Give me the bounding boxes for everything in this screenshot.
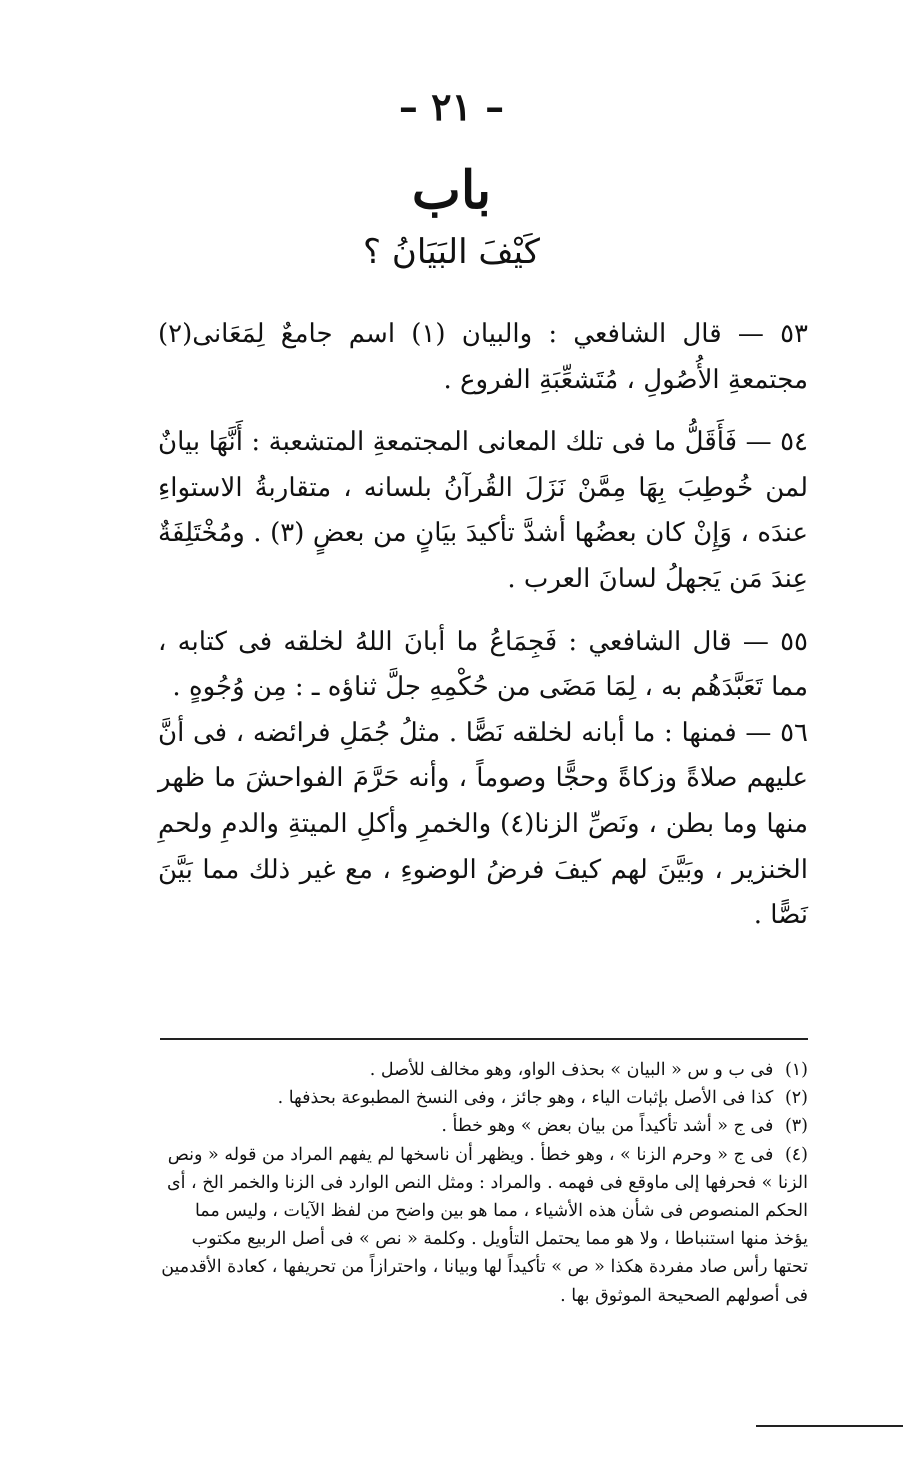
text-line: ٥٤ — فَأَقَلُّ ما فى تلك المعانى المجتمعةِ المتشعبة : أَنَّهَا بيانٌ [158, 427, 808, 458]
text-line: ٥٥ — قال الشافعي : فَجِمَاعُ ما أبانَ اللهُ لخلقه فى كتابه ، مما [158, 626, 808, 703]
footnote-separator [160, 1038, 808, 1040]
footnote-number: (٢) [784, 1088, 808, 1109]
footnote-number: (٣) [784, 1116, 808, 1137]
text-line: ٥٦ — فمنها : ما أبانه لخلقه نَصًّا . مثلُ جُمَلِ فرائضه ، فى أنَّ [158, 717, 808, 748]
paragraph-56 [158, 711, 808, 939]
text-line: وما بطن ، ونَصِّ الزنا(٤) والخمرِ وأكلِ الميتةِ والدمِ ولحمِ الخنزير ، [158, 808, 809, 885]
footnote-1 [160, 1056, 808, 1084]
footnote-3 [160, 1112, 808, 1140]
footnote-line: واحترازاً من تحريفها ، كعادة الأقدمين فى أصولهم الصحيحة الموثوق بها . [161, 1257, 808, 1306]
footnotes [160, 1056, 808, 1310]
footnote-line: الآيات ، وليس مما يؤخذ منها استنباطا ، ولا هو مما يحتمل التأويل . وكلمة « نص » [194, 1201, 808, 1250]
footnote-4 [160, 1141, 808, 1310]
paragraph-54 [158, 420, 808, 602]
footnote-line: فى ج « أشد تأكيداً من بيان بعض » وهو خطأ . [441, 1116, 774, 1137]
footnote-line: كذا فى الأصل بإثبات الياء ، وهو جائز ، وفى النسخ المطبوعة بحذفها . [277, 1088, 774, 1109]
footnote-number: (١) [784, 1060, 808, 1080]
text-line: ٥٣ — قال الشافعي : والبيان (١) اسم جامعٌ لِمَعَانى(٢) مجتمعةِ [158, 319, 808, 395]
footnote-line: فى أصل الربيع مكتوب تحتها رأس صاد مفردة هكذا « ص » تأكيداً لها وبيانا ، [191, 1229, 808, 1278]
bottom-rule [756, 1425, 903, 1427]
footnote-line: والخمر الخ ، أى الحكم المنصوص فى شأن هذه الأشياء ، مما هو بين واضح من لفظ [166, 1172, 808, 1222]
text-line: وبَيَّنَ لهم كيفَ فرضُ الوضوءِ ، مع غير ذلك مما بَيَّنَ نَصًّا . [158, 854, 808, 931]
footnote-line: « ونص الزنا » فحرفها إلى ماوقع فى فهمه . والمراد : ومثل النص الوارد فى الزنا [167, 1144, 808, 1193]
text-line: عليهم صلاةً وزكاةً وحجًّا وصوماً ، وأنه حَرَّمَ الفواحشَ ما ظهر منها [158, 763, 809, 839]
footnote-line: فى ج « وحرم الزنا » ، وهو خطأ . ويظهر أن ناسخها لم يفهم المراد من قوله [224, 1144, 774, 1165]
paragraph-55 [158, 620, 808, 711]
text-line: الأُصُولِ ، مُتَشعِّبَةِ الفروع . [443, 364, 720, 395]
text-line: لمن خُوطِبَ بِهَا مِمَّنْ نَزَلَ القُرآنُ بلسانه ، متقاربةُ الاستواءِ عندَه ، [158, 472, 808, 549]
text-line: وَإِنْ كان بعضُها أشدَّ تأكيدَ بيَانٍ من بعضٍ (٣) . ومُخْتَلِفَةٌ عِندَ مَن [158, 518, 808, 594]
chapter-subtitle: كَيْفَ البَيَانُ ؟ [363, 232, 540, 272]
page-number: – ٢١ – [398, 84, 505, 129]
text-line: يَجهلُ لسانَ العرب . [507, 563, 721, 594]
text-line: تَعَبَّدَهُم به ، لِمَا مَضَى من حُكْمِهِ جلَّ ثناؤه ـ : مِن وُجُوهٍ . [172, 672, 763, 703]
main-text [158, 312, 808, 939]
footnote-2 [160, 1084, 808, 1112]
footnote-line: فى ب و س « البيان » بحذف الواو، وهو مخالف للأصل . [369, 1060, 774, 1080]
footnote-number: (٤) [784, 1144, 808, 1165]
paragraph-53 [158, 312, 808, 403]
chapter-title: باب [411, 160, 492, 221]
